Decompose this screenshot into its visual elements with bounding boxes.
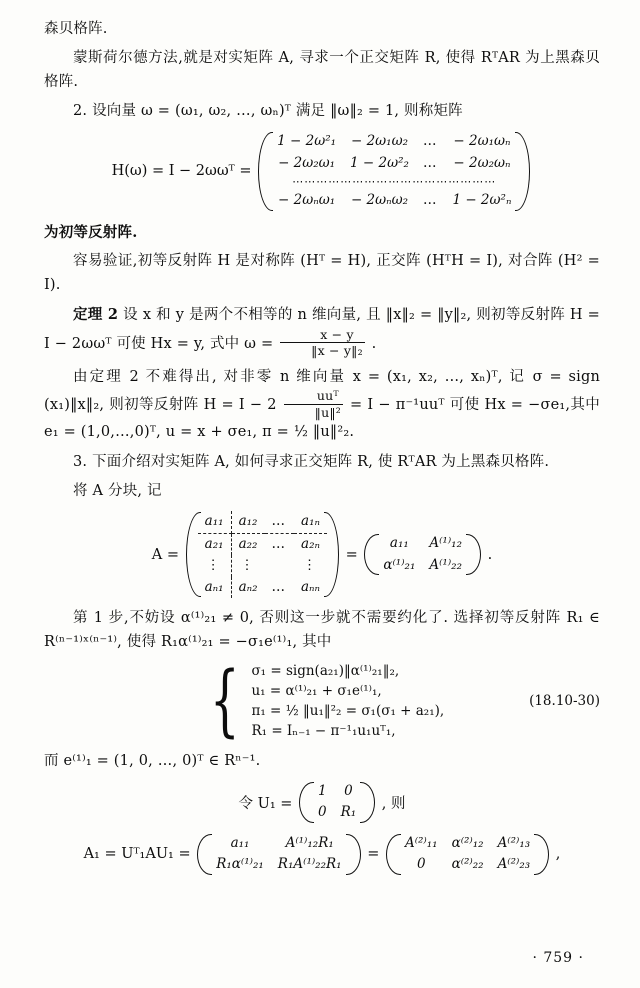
matrix-row-dots bbox=[270, 174, 518, 190]
paragraph-0: 森贝格阵. bbox=[44, 21, 108, 37]
matrix-cell: ⋮ bbox=[302, 557, 319, 574]
fraction-uu bbox=[284, 388, 343, 420]
system-row: R₁ = Iₙ₋₁ − π⁻¹₁u₁uᵀ₁, bbox=[251, 723, 396, 740]
matrix-A1-table bbox=[209, 833, 348, 876]
matrix-row bbox=[198, 511, 327, 533]
matrix-cell: α⁽²⁾₂₂ bbox=[451, 856, 484, 873]
matrix-cell: 0 bbox=[344, 782, 353, 799]
matrix-cell: … bbox=[265, 511, 295, 533]
matrix-cell: a₂ₙ bbox=[301, 535, 320, 552]
matrix-cell: … bbox=[422, 154, 439, 171]
paragraph-7-text: 下面介绍对实矩阵 A, 如何寻求正交矩阵 R, 使 RᵀAR 为上黑森贝格阵. bbox=[92, 453, 550, 470]
equation-A-partition bbox=[44, 511, 600, 598]
paren-left bbox=[384, 833, 395, 876]
matrix-cell: − 2ωₙω₁ bbox=[278, 192, 336, 208]
matrix-cell: 1 − 2ω²₂ bbox=[350, 154, 409, 171]
matrix-cell: aₙₙ bbox=[301, 578, 320, 595]
fraction-denominator: ‖u‖² bbox=[284, 404, 343, 421]
matrix-cell: ⋮ bbox=[240, 557, 256, 574]
matrix-cell: − 2ωₙω₂ bbox=[350, 192, 409, 208]
matrix-cell: a₁ₙ bbox=[294, 511, 327, 533]
matrix-cell: a₁₁ bbox=[230, 834, 250, 851]
paragraph-theorem-2 bbox=[44, 303, 600, 360]
equation-A1-tail: , bbox=[555, 846, 561, 863]
matrix-cell: 1 bbox=[318, 782, 327, 799]
matrix-U1-table bbox=[311, 781, 363, 824]
paren-right bbox=[330, 511, 341, 598]
brace-system bbox=[200, 655, 445, 746]
item-label-3: 3. bbox=[73, 453, 88, 470]
paragraph-4: 容易验证,初等反射阵 H 是对称阵 (Hᵀ = H), 正交阵 (HᵀH = I), 对合阵 (H² = I). bbox=[44, 253, 600, 293]
matrix-A-table bbox=[198, 511, 327, 598]
matrix-cell: a₁₁ bbox=[389, 535, 409, 551]
matrix-cell: − 2ω₁ωₙ bbox=[453, 132, 511, 149]
paragraph-6 bbox=[44, 366, 600, 445]
matrix-row bbox=[311, 802, 363, 824]
equation-A-lhs: A = bbox=[151, 546, 180, 563]
equation-U1-lhs: 令 U₁ = bbox=[238, 795, 293, 812]
matrix-row bbox=[209, 833, 348, 855]
system-rows bbox=[251, 661, 444, 741]
paren-left bbox=[297, 781, 308, 824]
page-number: · 759 · bbox=[532, 950, 584, 966]
matrix-row bbox=[398, 854, 537, 876]
matrix-row bbox=[270, 153, 518, 175]
equation-A1 bbox=[44, 833, 600, 876]
matrix-cell: α⁽²⁾₁₂ bbox=[451, 834, 484, 851]
system-row: u₁ = α⁽¹⁾₂₁ + σ₁e⁽¹⁾₁, bbox=[251, 683, 382, 700]
equation-A-equals: = bbox=[345, 546, 358, 563]
matrix-cell: 0 bbox=[416, 856, 426, 873]
paren-left bbox=[195, 833, 206, 876]
matrix-A1-result bbox=[384, 833, 551, 876]
matrix-A bbox=[184, 511, 341, 598]
matrix-row bbox=[198, 555, 327, 577]
matrix-cell: … bbox=[271, 578, 287, 595]
matrix-cell: … bbox=[271, 535, 287, 552]
matrix-row bbox=[398, 833, 537, 855]
equation-H-omega bbox=[44, 131, 600, 212]
matrix-H-omega bbox=[256, 131, 532, 212]
matrix-cell: ⋮ bbox=[198, 555, 231, 577]
matrix-cell: A⁽²⁾₁₁ bbox=[404, 834, 438, 851]
equation-H-omega-lhs: H(ω) = I − 2ωωᵀ = bbox=[111, 163, 252, 180]
paren-right bbox=[366, 781, 377, 824]
theorem-text-tail: . bbox=[371, 335, 377, 352]
matrix-A-blocks-table bbox=[376, 533, 469, 576]
equation-U1-tail: , 则 bbox=[381, 795, 406, 812]
matrix-cell: R₁A⁽¹⁾₂₂R₁ bbox=[277, 856, 342, 873]
matrix-row bbox=[209, 854, 348, 876]
equation-system-step1 bbox=[44, 655, 600, 746]
paren-right bbox=[352, 833, 363, 876]
matrix-cell: − 2ω₂ωₙ bbox=[453, 154, 511, 171]
paren-right bbox=[521, 131, 532, 212]
equation-A1-equals: = bbox=[367, 846, 380, 863]
matrix-cell: aₙ₂ bbox=[238, 578, 258, 595]
matrix-cell: − 2ω₁ω₂ bbox=[350, 132, 409, 149]
matrix-row bbox=[311, 781, 363, 803]
matrix-cell: aₙ₁ bbox=[198, 577, 231, 599]
matrix-row bbox=[376, 533, 469, 555]
matrix-cell bbox=[265, 555, 295, 577]
matrix-row bbox=[270, 190, 518, 212]
page-content bbox=[44, 18, 600, 885]
paren-left bbox=[184, 511, 195, 598]
matrix-cell: A⁽¹⁾₁₂R₁ bbox=[285, 834, 334, 851]
matrix-row bbox=[270, 131, 518, 153]
matrix-cell: a₁₂ bbox=[231, 511, 264, 533]
equation-U1 bbox=[44, 781, 600, 824]
matrix-cell: ⋯⋯⋯⋯⋯⋯⋯⋯⋯⋯⋯⋯⋯⋯⋯⋯⋯ bbox=[292, 175, 497, 189]
matrix-cell: R₁ bbox=[340, 804, 357, 821]
matrix-cell: 1 − 2ω²ₙ bbox=[452, 192, 512, 208]
theorem-text: 设 x 和 y 是两个不相等的 n 维向量, 且 ‖x‖₂ = ‖y‖₂, 则初等反射阵 H = I − 2ωωᵀ 可使 Hx = y, 式中 ω = bbox=[44, 307, 600, 352]
paragraph-3: 为初等反射阵. bbox=[44, 223, 138, 241]
matrix-cell: A⁽¹⁾₂₂ bbox=[429, 556, 462, 573]
matrix-cell: … bbox=[422, 192, 439, 208]
fraction-numerator: x − y bbox=[320, 326, 354, 342]
left-brace: { bbox=[209, 655, 240, 746]
paragraph-7 bbox=[44, 451, 600, 474]
equation-A1-lhs: A₁ = Uᵀ₁AU₁ = bbox=[83, 846, 191, 863]
system-row: π₁ = ½ ‖u₁‖²₂ = σ₁(σ₁ + a₂₁), bbox=[251, 703, 445, 720]
paren-left bbox=[362, 533, 373, 576]
paren-right bbox=[540, 833, 551, 876]
equation-A-tail: . bbox=[487, 546, 493, 563]
theorem-label: 定理 2 bbox=[73, 306, 119, 324]
matrix-cell: a₂₂ bbox=[238, 535, 258, 552]
paragraph-2 bbox=[44, 100, 600, 123]
paragraph-6-text-b: = I − π⁻¹uuᵀ 可使 Hx = −σe₁,其中 e₁ = (1,0,…,0)ᵀ, u = x + σe₁, π = ½ ‖u‖²₂. bbox=[44, 397, 600, 441]
matrix-cell: R₁α⁽¹⁾₂₁ bbox=[216, 856, 264, 873]
paragraph-2-text: 设向量 ω = (ω₁, ω₂, …, ωₙ)ᵀ 满足 ‖ω‖₂ = 1, 则称矩阵 bbox=[92, 103, 463, 120]
fraction-numerator: uuᵀ bbox=[316, 388, 339, 404]
matrix-cell: a₂₁ bbox=[198, 533, 231, 555]
matrix-row bbox=[198, 577, 327, 599]
paragraph-8: 将 A 分块, 记 bbox=[73, 483, 162, 500]
matrix-cell: − 2ω₂ω₁ bbox=[278, 154, 336, 171]
system-row: σ₁ = sign(a₂₁)‖α⁽¹⁾₂₁‖₂, bbox=[251, 663, 400, 680]
fraction-denominator: ‖x − y‖₂ bbox=[280, 342, 365, 359]
matrix-cell: A⁽¹⁾₁₂ bbox=[429, 535, 462, 551]
matrix-cell: α⁽¹⁾₂₁ bbox=[383, 556, 416, 573]
paren-right bbox=[472, 533, 483, 576]
matrix-A1-result-table bbox=[398, 833, 537, 876]
matrix-cell: A⁽²⁾₂₃ bbox=[497, 856, 531, 873]
matrix-cell: A⁽²⁾₁₃ bbox=[497, 834, 531, 851]
matrix-cell: a₁₁ bbox=[198, 511, 231, 533]
paragraph-10: 而 e⁽¹⁾₁ = (1, 0, …, 0)ᵀ ∈ Rⁿ⁻¹. bbox=[44, 753, 261, 770]
paragraph-9: 第 1 步,不妨设 α⁽¹⁾₂₁ ≠ 0, 否则这一步就不需要约化了. 选择初等反射阵 R₁ ∈ R⁽ⁿ⁻¹⁾ˣ⁽ⁿ⁻¹⁾, 使得 R₁α⁽¹⁾₂₁ = −σ₁e⁽¹⁾₁, 其中 bbox=[44, 610, 600, 650]
matrix-cell: … bbox=[422, 132, 439, 149]
equation-number: (18.10-30) bbox=[529, 693, 600, 710]
matrix-U1 bbox=[297, 781, 377, 824]
matrix-cell: 1 − 2ω²₁ bbox=[277, 132, 337, 149]
paragraph-6-text: 由定理 2 不难得出, 对非零 n 维向量 x = (x₁, x₂, …, xₙ)ᵀ, 记 σ = sign (x₁)‖x‖₂, 则初等反射阵 H = I − 2 bbox=[44, 368, 600, 414]
matrix-row bbox=[198, 533, 327, 555]
paragraph-1: 蒙斯荷尔德方法,就是对实矩阵 A, 寻求一个正交矩阵 R, 使得 RᵀAR 为上黑森贝格阵. bbox=[44, 50, 600, 90]
matrix-A-blocks bbox=[362, 533, 483, 576]
matrix-cell: 0 bbox=[318, 804, 327, 821]
paren-left bbox=[256, 131, 267, 212]
matrix-A1 bbox=[195, 833, 362, 876]
item-label-2: 2. bbox=[73, 103, 88, 120]
fraction-omega bbox=[280, 327, 365, 359]
matrix-row bbox=[376, 555, 469, 577]
matrix-H-omega-table bbox=[270, 131, 518, 212]
